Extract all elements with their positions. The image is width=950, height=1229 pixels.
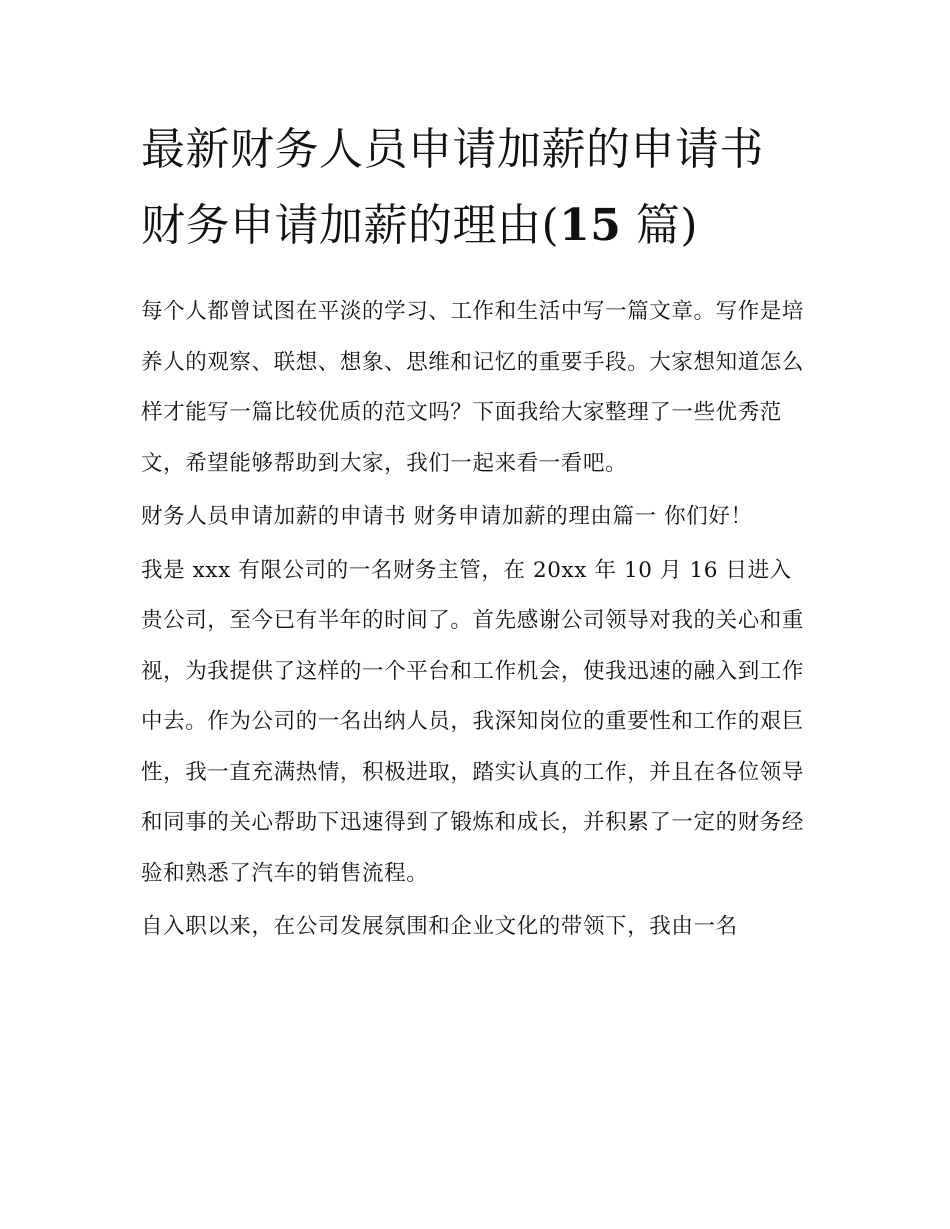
- title-count: 15: [559, 200, 622, 251]
- title-suffix: 篇): [621, 200, 699, 251]
- document-title: [141, 112, 813, 264]
- title-text: 最新财务人员申请加薪的申请书 财务申请加薪的理由(: [141, 124, 764, 251]
- intro-paragraph: 每个人都曾试图在平淡的学习、工作和生活中写一篇文章。写作是培养人的观察、联想、想象、思维和记忆的重要手段。大家想知道怎么样才能写一篇比较优质的范文吗？下面我给大家整理了一些优秀范文，希望能够帮助到大家，我们一起来看一看吧。: [141, 299, 805, 476]
- body-paragraph: 我是 xxx 有限公司的一名财务主管，在 20xx 年 10 月 16 日进入贵公司，至今已有半年的时间了。首先感谢公司领导对我的关心和重视，为我提供了这样的一个平台和工作机会，使我迅速的融入到工作中去。作为公司的一名出纳人员，我深知岗位的重要性和工作的艰巨性，我一直充满热情，积极进取，踏实认真的工作，并且在各位领导和同事的关心帮助下迅速得到了锻炼和成长，并积累了一定的财务经验和熟悉了汽车的销售流程。: [141, 557, 805, 886]
- document-body: [141, 112, 813, 953]
- section-heading-paragraph: 财务人员申请加薪的申请书 财务申请加薪的理由篇一 你们好！: [141, 504, 753, 529]
- body-paragraph-continued: 自入职以来，在公司发展氛围和企业文化的带领下，我由一名: [141, 914, 738, 939]
